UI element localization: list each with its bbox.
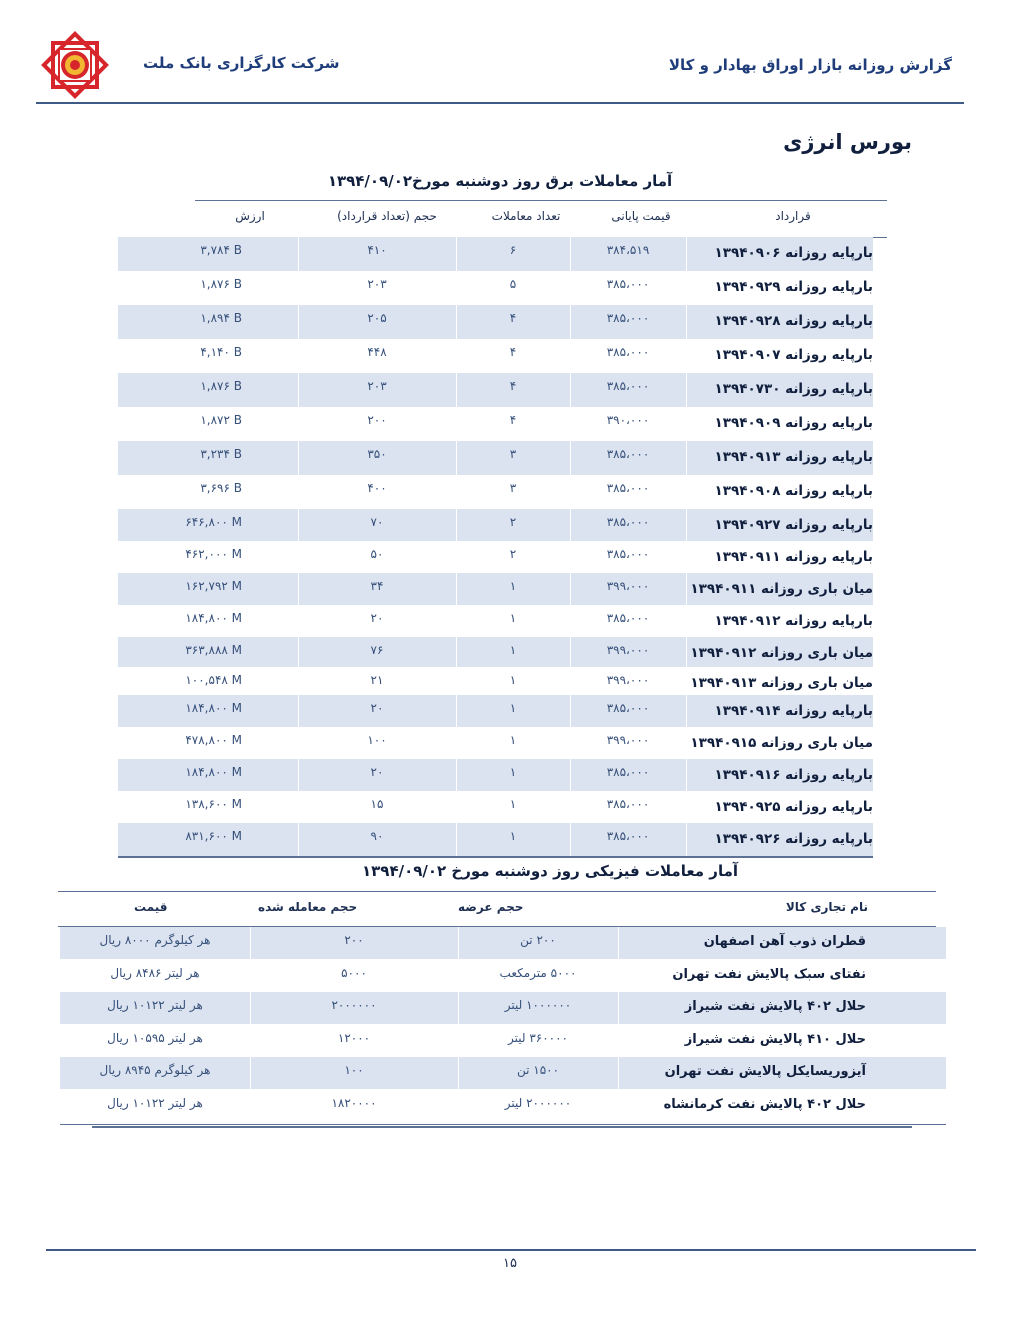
traded-volume-cell: ۱۸۲۰۰۰۰ <box>331 1095 377 1110</box>
column-separator <box>686 407 687 441</box>
column-header-commodity-name: نام تجاری کالا <box>785 900 868 914</box>
column-separator <box>456 727 457 759</box>
value-cell: ۴,۱۴۰ B <box>200 345 242 359</box>
column-header-price: قیمت <box>134 900 168 914</box>
price-cell: هر کیلوگرم ۸۹۴۵ ریال <box>99 1063 211 1077</box>
table-row <box>118 695 873 727</box>
volume-cell: ۳۴ <box>370 579 384 593</box>
column-separator <box>686 637 687 667</box>
column-separator <box>686 237 687 271</box>
table-row <box>118 791 873 823</box>
trade-count-cell: ۲ <box>509 515 517 529</box>
final-price-cell: ۳۹۹،۰۰۰ <box>606 673 650 687</box>
column-separator <box>250 927 251 959</box>
traded-volume-cell: ۵۰۰۰ <box>341 965 367 980</box>
column-separator <box>458 1057 459 1089</box>
column-separator <box>456 339 457 373</box>
column-separator <box>456 441 457 475</box>
commodity-name-cell: آیزوریسایکل پالایش نفت تهران <box>664 1064 866 1079</box>
volume-cell: ۴۱۰ <box>367 243 387 257</box>
column-separator <box>250 1057 251 1089</box>
volume-cell: ۷۰ <box>370 515 384 529</box>
commodity-name-cell: قطران ذوب آهن اصفهان <box>703 934 866 949</box>
table-row <box>118 373 873 407</box>
table-row <box>118 441 873 475</box>
final-price-cell: ۳۸۵،۰۰۰ <box>606 829 650 843</box>
column-separator <box>456 573 457 605</box>
electricity-table-title: آمار معاملات برق روز دوشنبه مورخ۱۳۹۴/۰۹/۰۲ <box>327 172 673 190</box>
column-separator <box>298 695 299 727</box>
trade-count-cell: ۱ <box>509 643 517 657</box>
final-price-cell: ۳۸۵،۰۰۰ <box>606 311 650 325</box>
table-row <box>118 509 873 541</box>
column-separator <box>298 823 299 856</box>
column-separator <box>570 509 571 541</box>
value-cell: ۱,۸۷۲ B <box>200 413 242 427</box>
column-separator <box>570 475 571 509</box>
volume-cell: ۴۰۰ <box>367 481 387 495</box>
table-row <box>60 1057 946 1089</box>
column-separator <box>298 271 299 305</box>
column-separator <box>456 667 457 695</box>
final-price-cell: ۳۸۵،۰۰۰ <box>606 547 650 561</box>
column-separator <box>686 475 687 509</box>
column-separator <box>570 727 571 759</box>
table-row <box>118 271 873 305</box>
column-separator <box>686 759 687 791</box>
column-separator <box>456 373 457 407</box>
column-separator <box>298 441 299 475</box>
column-separator <box>570 759 571 791</box>
column-separator <box>298 373 299 407</box>
column-separator <box>458 1090 459 1122</box>
column-separator <box>686 823 687 856</box>
final-price-cell: ۳۸۵،۰۰۰ <box>606 701 650 715</box>
column-separator <box>570 667 571 695</box>
value-cell: ۴۶۲,۰۰۰ M <box>185 547 242 561</box>
table-row <box>118 759 873 791</box>
volume-cell: ۲۰۳ <box>367 379 387 393</box>
column-separator <box>570 541 571 573</box>
column-separator <box>456 605 457 637</box>
table-row <box>118 573 873 605</box>
column-separator <box>456 475 457 509</box>
trade-count-cell: ۱ <box>509 829 517 843</box>
volume-cell: ۵۰ <box>370 547 384 561</box>
column-separator <box>686 727 687 759</box>
value-cell: ۸۳۱,۶۰۰ M <box>185 829 242 843</box>
final-price-cell: ۳۸۵،۰۰۰ <box>606 345 650 359</box>
volume-cell: ۲۰ <box>370 611 384 625</box>
final-price-cell: ۳۹۹،۰۰۰ <box>606 579 650 593</box>
column-separator <box>456 305 457 339</box>
contract-cell: میان باری روزانه ۱۳۹۴۰۹۱۱ <box>690 581 873 597</box>
electricity-table-bottom-rule <box>118 856 873 858</box>
table-row <box>118 637 873 667</box>
price-cell: هر لیتر ۱۰۵۹۵ ریال <box>107 1030 203 1045</box>
supply-volume-cell: ۱۵۰۰ تن <box>516 1063 560 1077</box>
trade-count-cell: ۱ <box>509 701 517 715</box>
column-separator <box>570 305 571 339</box>
volume-cell: ۲۰ <box>370 765 384 779</box>
column-separator <box>298 667 299 695</box>
column-separator <box>570 823 571 856</box>
column-separator <box>298 605 299 637</box>
contract-cell: میان باری روزانه ۱۳۹۴۰۹۱۳ <box>690 675 873 691</box>
volume-cell: ۹۰ <box>370 829 384 843</box>
supply-volume-cell: ۱۰۰۰۰۰۰ لیتر <box>504 998 572 1012</box>
column-separator <box>686 605 687 637</box>
column-separator <box>570 407 571 441</box>
column-separator <box>686 441 687 475</box>
volume-cell: ۲۰ <box>370 701 384 715</box>
contract-cell: بارپایه روزانه ۱۳۹۴۰۹۱۴ <box>714 703 873 719</box>
column-separator <box>686 339 687 373</box>
physical-table-bottom-rule-secondary <box>92 1126 912 1128</box>
trade-count-cell: ۴ <box>509 413 517 427</box>
trade-count-cell: ۱ <box>509 579 517 593</box>
column-separator <box>570 271 571 305</box>
table-row <box>118 541 873 573</box>
column-header-value: ارزش <box>235 209 265 223</box>
section-title: بورس انرژی <box>783 130 912 154</box>
contract-cell: بارپایه روزانه ۱۳۹۴۰۹۱۲ <box>714 613 873 629</box>
table-row <box>118 305 873 339</box>
trade-count-cell: ۱ <box>509 611 517 625</box>
contract-cell: بارپایه روزانه ۱۳۹۴۰۹۰۷ <box>714 347 873 363</box>
column-separator <box>298 475 299 509</box>
physical-table-header <box>58 891 936 927</box>
column-separator <box>686 541 687 573</box>
column-separator <box>250 1025 251 1057</box>
final-price-cell: ۳۹۰،۰۰۰ <box>606 413 650 427</box>
volume-cell: ۲۱ <box>370 673 384 687</box>
column-separator <box>456 237 457 271</box>
price-cell: هر لیتر ۱۰۱۲۲ ریال <box>107 1095 203 1110</box>
column-separator <box>298 407 299 441</box>
trade-count-cell: ۴ <box>509 379 517 393</box>
column-separator <box>298 759 299 791</box>
contract-cell: بارپایه روزانه ۱۳۹۴۰۹۲۷ <box>714 517 873 533</box>
column-separator <box>570 637 571 667</box>
value-cell: ۱۸۴,۸۰۰ M <box>185 611 242 625</box>
column-separator <box>456 823 457 856</box>
final-price-cell: ۳۸۴،۵۱۹ <box>606 243 650 257</box>
final-price-cell: ۳۸۵،۰۰۰ <box>606 611 650 625</box>
trade-count-cell: ۳ <box>509 447 517 461</box>
column-separator <box>618 1025 619 1057</box>
volume-cell: ۱۰۰ <box>367 733 387 747</box>
trade-count-cell: ۴ <box>509 311 517 325</box>
column-separator <box>250 992 251 1024</box>
volume-cell: ۲۰۵ <box>367 311 387 325</box>
commodity-name-cell: حلال ۴۱۰ پالایش نفت شیراز <box>684 1031 866 1047</box>
column-separator <box>570 441 571 475</box>
report-title: گزارش روزانه بازار اوراق بهادار و کالا <box>668 56 952 74</box>
trade-count-cell: ۵ <box>509 277 517 291</box>
traded-volume-cell: ۲۰۰ <box>344 933 364 947</box>
final-price-cell: ۳۸۵،۰۰۰ <box>606 481 650 495</box>
supply-volume-cell: ۲۰۰۰۰۰۰ لیتر <box>504 1095 572 1110</box>
volume-cell: ۳۵۰ <box>367 447 387 461</box>
column-header-final-price: قیمت پایانی <box>611 209 671 223</box>
column-separator <box>458 960 459 992</box>
value-cell: ۳,۷۸۴ B <box>200 243 242 257</box>
contract-cell: بارپایه روزانه ۱۳۹۴۰۹۰۸ <box>714 483 873 499</box>
volume-cell: ۱۵ <box>370 797 384 811</box>
table-row <box>118 339 873 373</box>
column-header-volume: حجم (تعداد قرارداد) <box>337 209 437 223</box>
column-separator <box>458 927 459 959</box>
column-separator <box>618 927 619 959</box>
contract-cell: بارپایه روزانه ۱۳۹۴۰۹۰۹ <box>714 415 873 431</box>
physical-table-bottom-rule <box>60 1124 946 1125</box>
company-name: شرکت کارگزاری بانک ملت <box>143 54 340 72</box>
column-separator <box>686 791 687 823</box>
column-separator <box>298 637 299 667</box>
column-separator <box>618 1057 619 1089</box>
final-price-cell: ۳۸۵،۰۰۰ <box>606 515 650 529</box>
contract-cell: بارپایه روزانه ۱۳۹۴۰۷۳۰ <box>714 381 873 397</box>
contract-cell: بارپایه روزانه ۱۳۹۴۰۹۲۸ <box>714 313 873 329</box>
page-number: ۱۵ <box>503 1256 517 1271</box>
trade-count-cell: ۱ <box>509 765 517 779</box>
column-separator <box>456 271 457 305</box>
contract-cell: بارپایه روزانه ۱۳۹۴۰۹۱۶ <box>714 767 873 783</box>
column-separator <box>298 791 299 823</box>
value-cell: ۳,۶۹۶ B <box>200 481 242 495</box>
column-header-trade-count: تعداد معاملات <box>491 209 561 223</box>
value-cell: ۳۶۳,۸۸۸ M <box>185 643 242 657</box>
column-separator <box>570 237 571 271</box>
final-price-cell: ۳۸۵،۰۰۰ <box>606 765 650 779</box>
column-separator <box>570 373 571 407</box>
column-separator <box>618 960 619 992</box>
table-row <box>60 1025 946 1057</box>
column-separator <box>456 759 457 791</box>
table-row <box>60 960 946 992</box>
column-separator <box>298 237 299 271</box>
column-separator <box>618 1090 619 1122</box>
column-separator <box>686 695 687 727</box>
value-cell: ۴۷۸,۸۰۰ M <box>185 733 242 747</box>
column-header-traded-volume: حجم معامله شده <box>258 900 358 914</box>
column-separator <box>570 605 571 637</box>
trade-count-cell: ۳ <box>509 481 517 495</box>
trade-count-cell: ۲ <box>509 547 517 561</box>
price-cell: هر لیتر ۸۴۸۶ ریال <box>110 965 200 980</box>
final-price-cell: ۳۸۵،۰۰۰ <box>606 797 650 811</box>
column-separator <box>458 992 459 1024</box>
value-cell: ۱,۸۷۶ B <box>200 379 242 393</box>
bank-mellat-logo <box>40 30 110 100</box>
column-separator <box>298 541 299 573</box>
trade-count-cell: ۱ <box>509 797 517 811</box>
price-cell: هر کیلوگرم ۸۰۰۰ ریال <box>99 933 211 947</box>
table-row <box>60 927 946 959</box>
column-separator <box>456 637 457 667</box>
table-row <box>60 992 946 1024</box>
column-separator <box>686 305 687 339</box>
final-price-cell: ۳۸۵،۰۰۰ <box>606 379 650 393</box>
value-cell: ۱۸۴,۸۰۰ M <box>185 701 242 715</box>
commodity-name-cell: حلال ۴۰۲ پالایش نفت کرمانشاه <box>663 1096 866 1112</box>
contract-cell: بارپایه روزانه ۱۳۹۴۰۹۲۶ <box>714 831 873 847</box>
value-cell: ۱۸۴,۸۰۰ M <box>185 765 242 779</box>
column-separator <box>456 541 457 573</box>
column-separator <box>458 1025 459 1057</box>
final-price-cell: ۳۸۵،۰۰۰ <box>606 277 650 291</box>
electricity-table-header <box>195 200 887 238</box>
table-row <box>118 237 873 271</box>
contract-cell: بارپایه روزانه ۱۳۹۴۰۹۰۶ <box>714 245 873 261</box>
value-cell: ۱۶۲,۷۹۲ M <box>185 579 242 593</box>
price-cell: هر لیتر ۱۰۱۲۲ ریال <box>107 998 203 1012</box>
traded-volume-cell: ۱۰۰ <box>344 1063 364 1077</box>
column-separator <box>570 791 571 823</box>
column-separator <box>298 573 299 605</box>
supply-volume-cell: ۲۰۰ تن <box>520 933 556 947</box>
final-price-cell: ۳۸۵،۰۰۰ <box>606 447 650 461</box>
contract-cell: بارپایه روزانه ۱۳۹۴۰۹۲۵ <box>714 799 873 815</box>
column-separator <box>456 695 457 727</box>
trade-count-cell: ۴ <box>509 345 517 359</box>
column-separator <box>298 727 299 759</box>
volume-cell: ۲۰۰ <box>367 413 387 427</box>
supply-volume-cell: ۳۶۰۰۰۰ لیتر <box>507 1030 568 1045</box>
table-row <box>118 475 873 509</box>
final-price-cell: ۳۹۹،۰۰۰ <box>606 643 650 657</box>
commodity-name-cell: حلال ۴۰۲ پالایش نفت شیراز <box>684 999 866 1014</box>
physical-table-title: آمار معاملات فیزیکی روز دوشنبه مورخ ۱۳۹۴/۰۹/۰۲ <box>361 862 739 880</box>
column-separator <box>686 509 687 541</box>
contract-cell: میان باری روزانه ۱۳۹۴۰۹۱۵ <box>690 735 873 751</box>
column-separator <box>456 791 457 823</box>
header-divider <box>36 102 964 104</box>
traded-volume-cell: ۱۲۰۰۰ <box>337 1030 371 1045</box>
column-separator <box>570 695 571 727</box>
table-row <box>118 407 873 441</box>
table-row <box>60 1090 946 1122</box>
table-row <box>118 605 873 637</box>
contract-cell: بارپایه روزانه ۱۳۹۴۰۹۱۳ <box>714 449 873 465</box>
column-separator <box>570 573 571 605</box>
supply-volume-cell: ۵۰۰۰ مترمکعب <box>499 965 577 980</box>
contract-cell: بارپایه روزانه ۱۳۹۴۰۹۲۹ <box>714 279 873 295</box>
column-separator <box>456 509 457 541</box>
table-row <box>118 823 873 856</box>
trade-count-cell: ۱ <box>509 733 517 747</box>
column-header-supply-volume: حجم عرضه <box>458 900 524 914</box>
table-row <box>118 727 873 759</box>
column-separator <box>250 1090 251 1122</box>
contract-cell: میان باری روزانه ۱۳۹۴۰۹۱۲ <box>690 645 873 661</box>
commodity-name-cell: نفتای سبک پالایش نفت تهران <box>672 966 866 982</box>
value-cell: ۶۴۶,۸۰۰ M <box>185 515 242 529</box>
footer-divider <box>46 1249 976 1251</box>
final-price-cell: ۳۹۹،۰۰۰ <box>606 733 650 747</box>
column-separator <box>298 339 299 373</box>
column-separator <box>298 305 299 339</box>
column-header-contract: قرارداد <box>775 209 811 223</box>
value-cell: ۳,۲۳۴ B <box>200 447 242 461</box>
column-separator <box>618 992 619 1024</box>
column-separator <box>250 960 251 992</box>
table-row <box>118 667 873 695</box>
column-separator <box>686 573 687 605</box>
column-separator <box>686 271 687 305</box>
volume-cell: ۴۴۸ <box>367 345 387 359</box>
trade-count-cell: ۱ <box>509 673 517 687</box>
value-cell: ۱,۸۷۶ B <box>200 277 242 291</box>
volume-cell: ۷۶ <box>370 643 384 657</box>
volume-cell: ۲۰۳ <box>367 277 387 291</box>
trade-count-cell: ۶ <box>509 243 517 257</box>
column-separator <box>298 509 299 541</box>
value-cell: ۱۳۸,۶۰۰ M <box>185 797 242 811</box>
value-cell: ۱۰۰,۵۴۸ M <box>185 673 242 687</box>
column-separator <box>570 339 571 373</box>
column-separator <box>456 407 457 441</box>
column-separator <box>686 373 687 407</box>
traded-volume-cell: ۲۰۰۰۰۰۰ <box>331 998 377 1012</box>
value-cell: ۱,۸۹۴ B <box>200 311 242 325</box>
column-separator <box>686 667 687 695</box>
contract-cell: بارپایه روزانه ۱۳۹۴۰۹۱۱ <box>714 549 873 565</box>
